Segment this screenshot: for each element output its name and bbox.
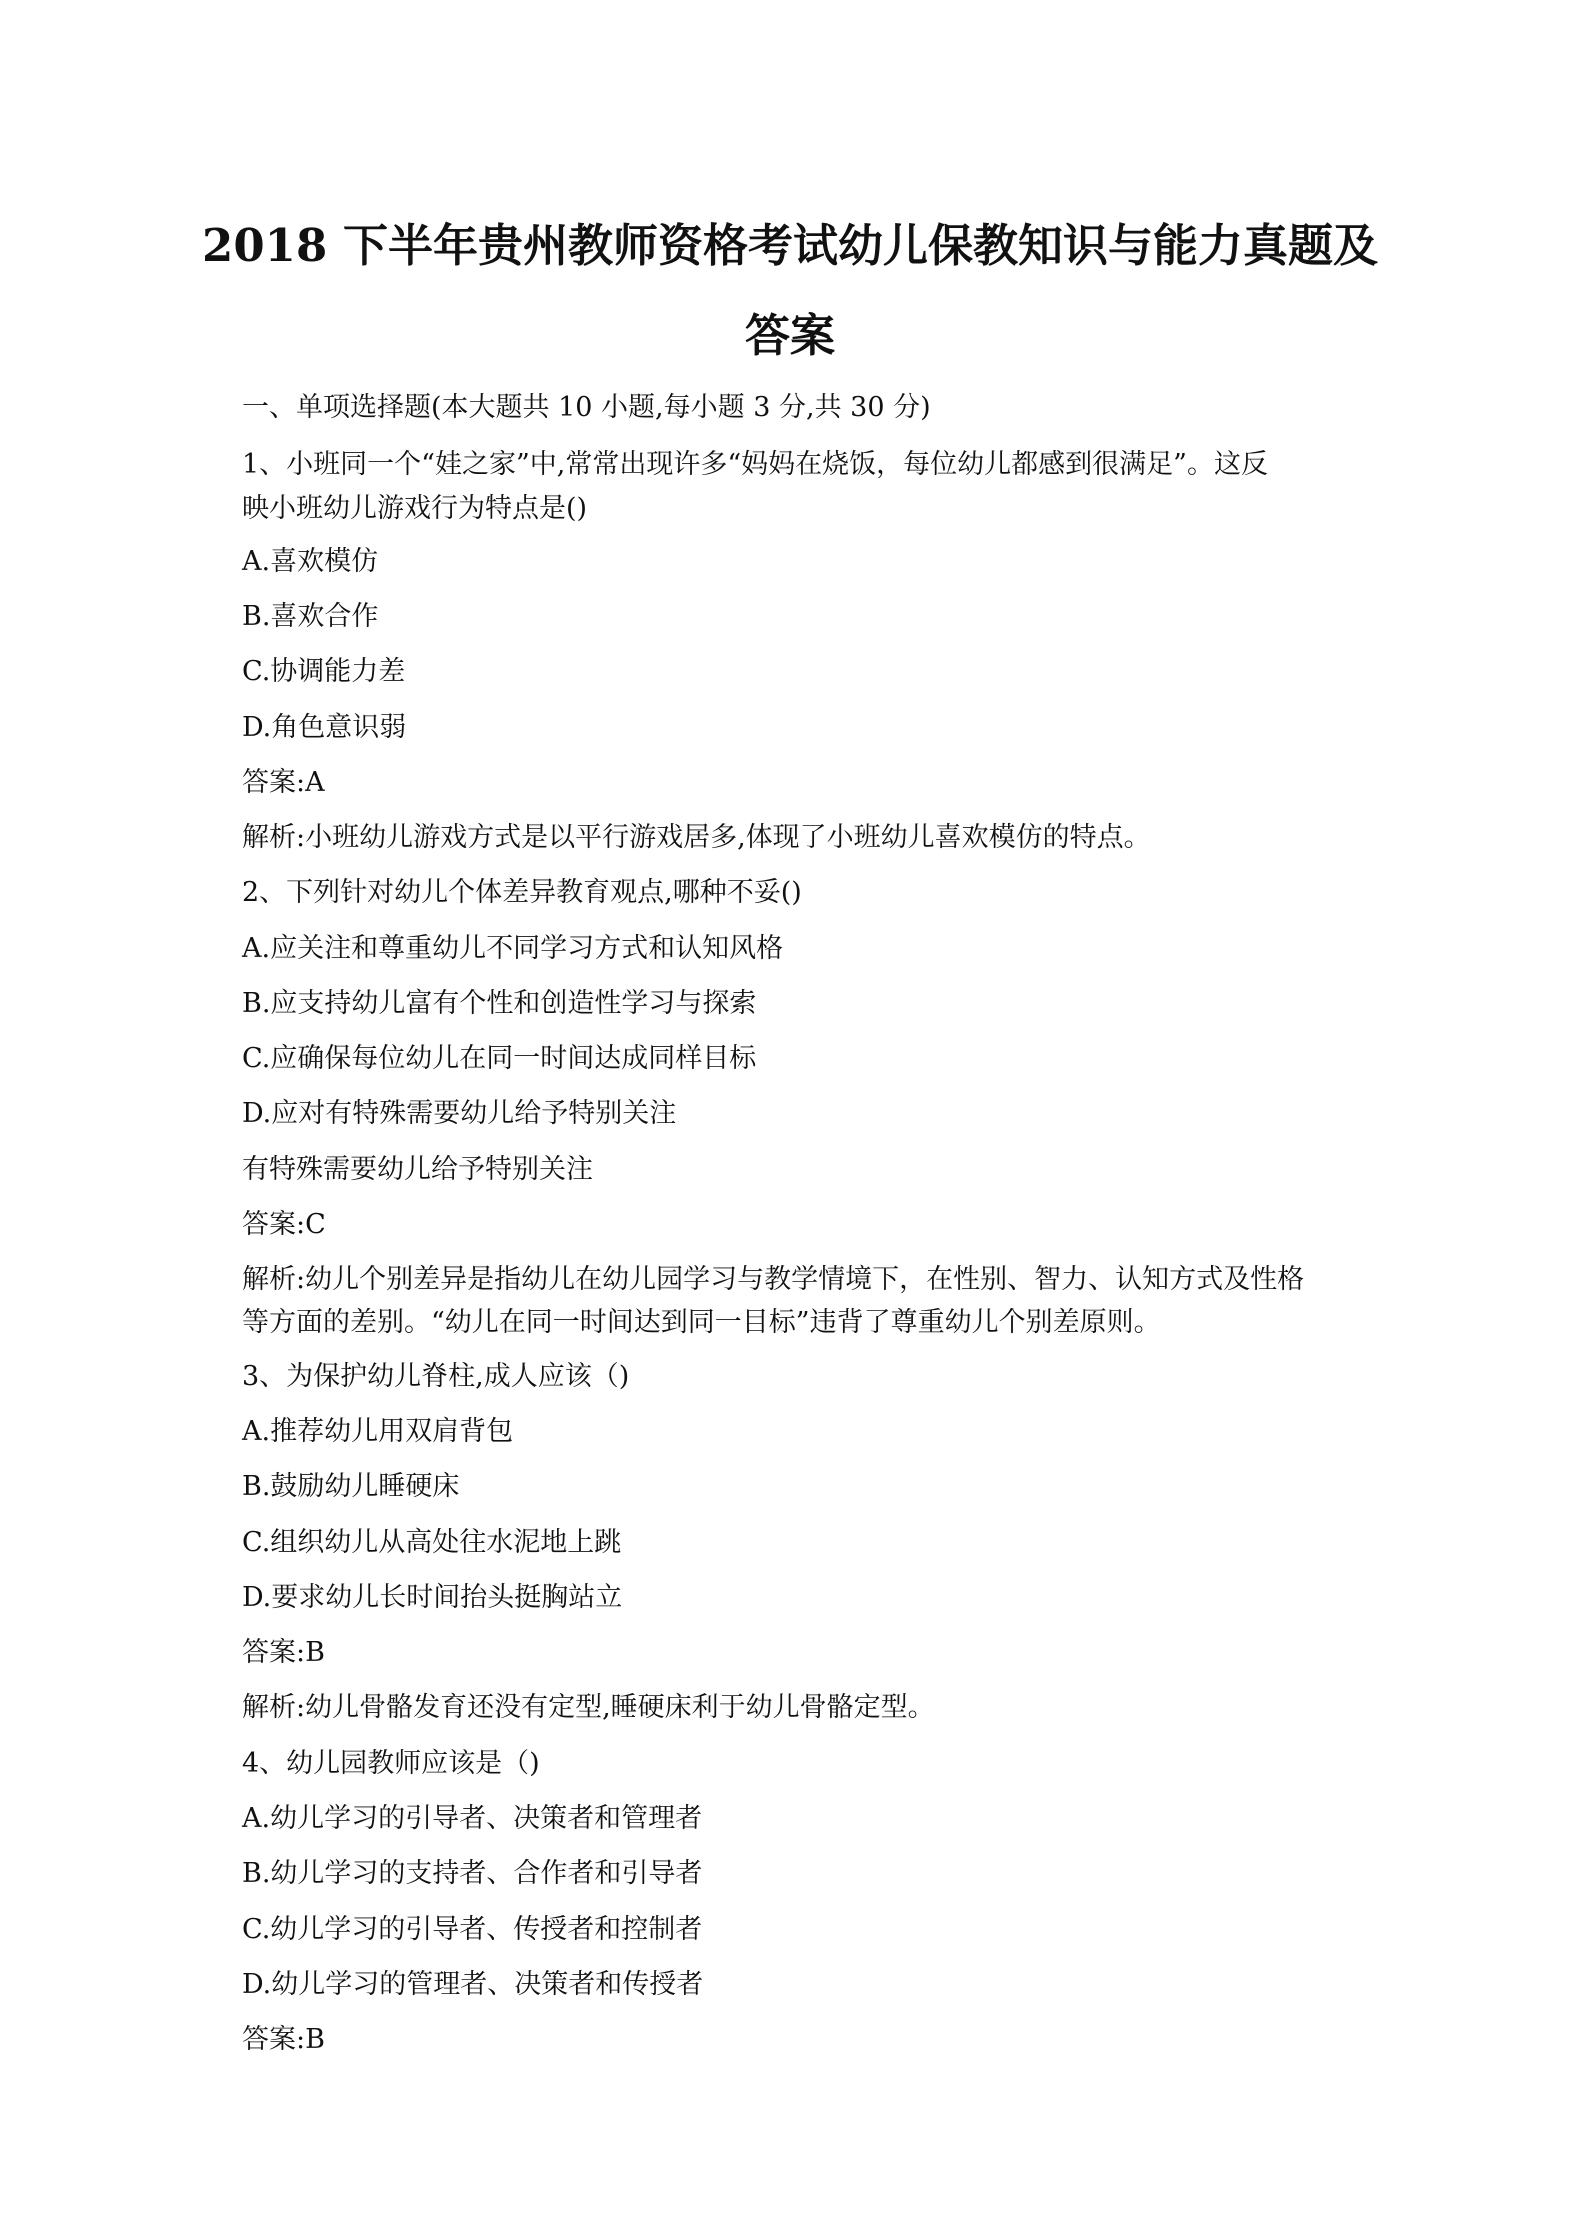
question-4-answer: 答案:B [242, 2024, 325, 2055]
question-4-option-d: D.幼儿学习的管理者、决策者和传授者 [242, 1969, 704, 2000]
question-2-stem: 2、下列针对幼儿个体差异教育观点,哪种不妥() [242, 877, 802, 908]
question-3-answer: 答案:B [242, 1637, 325, 1668]
question-2-option-c: C.应确保每位幼儿在同一时间达成同样目标 [242, 1043, 757, 1074]
question-2-extra-line: 有特殊需要幼儿给予特别关注 [242, 1154, 593, 1185]
question-2-explanation-line-2: 等方面的差别。“幼儿在同一时间达到同一目标”违背了尊重幼儿个别差原则。 [242, 1307, 1161, 1338]
question-3-option-d: D.要求幼儿长时间抬头挺胸站立 [242, 1582, 623, 1613]
question-4-option-c: C.幼儿学习的引导者、传授者和控制者 [242, 1914, 703, 1945]
question-2-option-d: D.应对有特殊需要幼儿给予特别关注 [242, 1098, 677, 1129]
question-1-explanation: 解析:小班幼儿游戏方式是以平行游戏居多,体现了小班幼儿喜欢模仿的特点。 [242, 822, 1151, 853]
question-1-option-d: D.角色意识弱 [242, 712, 407, 743]
question-3-option-b: B.鼓励幼儿睡硬床 [242, 1471, 460, 1502]
question-2-explanation-line-1: 解析:幼儿个别差异是指幼儿在幼儿园学习与教学情境下，在性别、智力、认知方式及性格 [242, 1264, 1305, 1295]
question-3-explanation: 解析:幼儿骨骼发育还没有定型,睡硬床利于幼儿骨骼定型。 [242, 1692, 935, 1723]
question-2-answer: 答案:C [242, 1209, 326, 1240]
question-4-option-a: A.幼儿学习的引导者、决策者和管理者 [242, 1803, 703, 1834]
question-1-stem-line-2: 映小班幼儿游戏行为特点是() [242, 493, 588, 524]
question-2-option-b: B.应支持幼儿富有个性和创造性学习与探索 [242, 988, 757, 1019]
document-title-line-2: 答案 [744, 309, 835, 362]
question-1-stem-line-1: 1、小班同一个“娃之家”中,常常出现许多“妈妈在烧饭，每位幼儿都感到很满足”。这反 [242, 449, 1268, 480]
question-1-option-c: C.协调能力差 [242, 656, 406, 687]
section-heading: 一、单项选择题(本大题共 10 小题,每小题 3 分,共 30 分) [242, 392, 931, 423]
question-1-option-a: A.喜欢模仿 [242, 546, 379, 577]
question-1-option-b: B.喜欢合作 [242, 601, 379, 632]
question-3-option-c: C.组织幼儿从高处往水泥地上跳 [242, 1527, 622, 1558]
document-title-line-1: 2018 下半年贵州教师资格考试幼儿保教知识与能力真题及 [202, 219, 1378, 272]
question-3-stem: 3、为保护幼儿脊柱,成人应该（) [242, 1361, 630, 1392]
question-2-option-a: A.应关注和尊重幼儿不同学习方式和认知风格 [242, 933, 784, 964]
question-4-stem: 4、幼儿园教师应该是（) [242, 1748, 540, 1779]
question-3-option-a: A.推荐幼儿用双肩背包 [242, 1416, 514, 1447]
question-4-option-b: B.幼儿学习的支持者、合作者和引导者 [242, 1858, 703, 1889]
question-1-answer: 答案:A [242, 767, 325, 798]
